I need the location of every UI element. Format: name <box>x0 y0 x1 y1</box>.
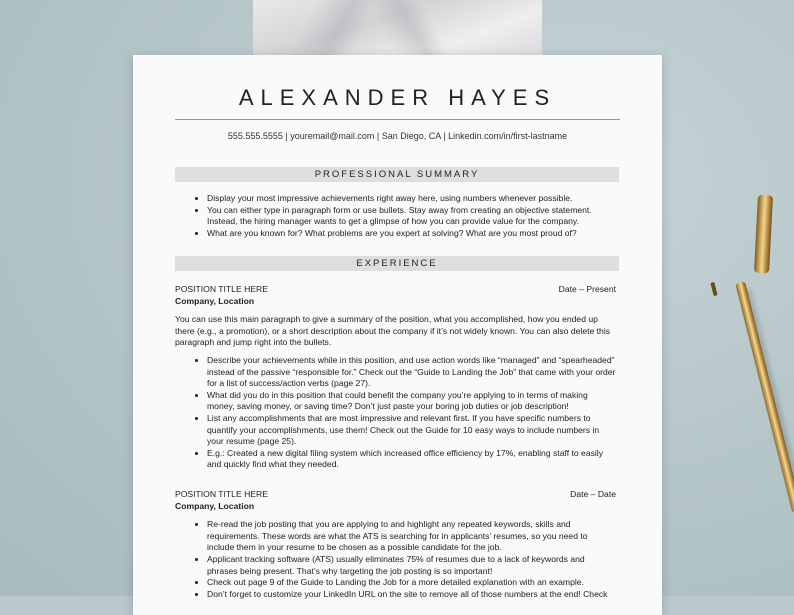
job-dates: Date – Date <box>570 489 616 499</box>
job-dates: Date – Present <box>558 284 616 294</box>
contact-line: 555.555.5555 | youremail@mail.com | San Diego, CA | Linkedin.com/in/first-lastname <box>227 131 568 141</box>
resume-name: ALEXANDER HAYES <box>238 85 557 110</box>
job-bullet: • What did you do in this position that could benefit the company you’re applying to in terms of making money, saving money, or saving time? Don’t just paste your boring job duties or job description! <box>207 390 616 413</box>
job-entry-1 <box>175 284 616 471</box>
job-bullet: • E.g.: Created a new digital filing system which increased office efficiency by 17%, enabling staff to easily and quickly find what they needed. <box>207 448 616 471</box>
summary-bullet: • Display your most impressive achievements right away here, using numbers whenever possible. <box>207 193 616 205</box>
job-bullet: • Don’t forget to customize your LinkedIn URL on the site to remove all of those numbers at the end! Check <box>207 589 616 601</box>
summary-bullet: • You can either type in paragraph form or use bullets. Stay away from creating an objective statement. Instead, the hiring manager wants to get a glimpse of how you can provide value for the company. <box>207 205 616 228</box>
section-heading-experience: EXPERIENCE <box>175 256 619 271</box>
summary-bullet: • What are you known for? What problems are you expert at solving? What are you most proud of? <box>207 228 616 240</box>
resume-page <box>133 55 662 615</box>
summary-block <box>175 193 616 239</box>
job-company: Company, Location <box>175 500 255 511</box>
job-bullet: • Applicant tracking software (ATS) usually eliminates 75% of resumes due to a lack of keywords and phrases being present. That’s why targeting the job posting is so important! <box>207 554 616 577</box>
job-bullet: • Check out page 9 of the Guide to Landing the Job for a more detailed explanation with an example. <box>207 577 616 589</box>
header-divider <box>175 119 620 120</box>
job-title: POSITION TITLE HERE <box>175 489 268 499</box>
job-entry-2 <box>175 489 616 600</box>
job-bullet: • List any accomplishments that are most impressive and relevant first. If you have specific numbers to quantify your accomplishments, use them! Check out the Guide for 10 easy ways to include numbers in your resume (page 25). <box>207 413 616 448</box>
section-heading-summary: PROFESSIONAL SUMMARY <box>175 167 619 182</box>
job-bullet: • Describe your achievements while in this position, and use action words like “managed” and “spearheaded” instead of the passive “responsible for.” Check out the “Guide to Landing the Job” that came with your order for a list of success/action verbs (page 27). <box>207 355 616 390</box>
job-bullet: • Re-read the job posting that you are applying to and highlight any repeated keywords, skills and requirements. These words are what the ATS is searching for in applicants’ resumes, so you need to include them in your resume to be chosen as a possible candidate for the job. <box>207 519 616 554</box>
job-title: POSITION TITLE HERE <box>175 284 268 294</box>
job-company: Company, Location <box>175 295 255 306</box>
job-summary-paragraph: You can use this main paragraph to give a summary of the position, what you accomplished, how you ended up there (e.g., a promotion), or a short description about the company if it’s not widely known. You can also delete this paragraph and jump right into the bullets. <box>175 314 611 348</box>
marble-slab <box>253 0 542 60</box>
